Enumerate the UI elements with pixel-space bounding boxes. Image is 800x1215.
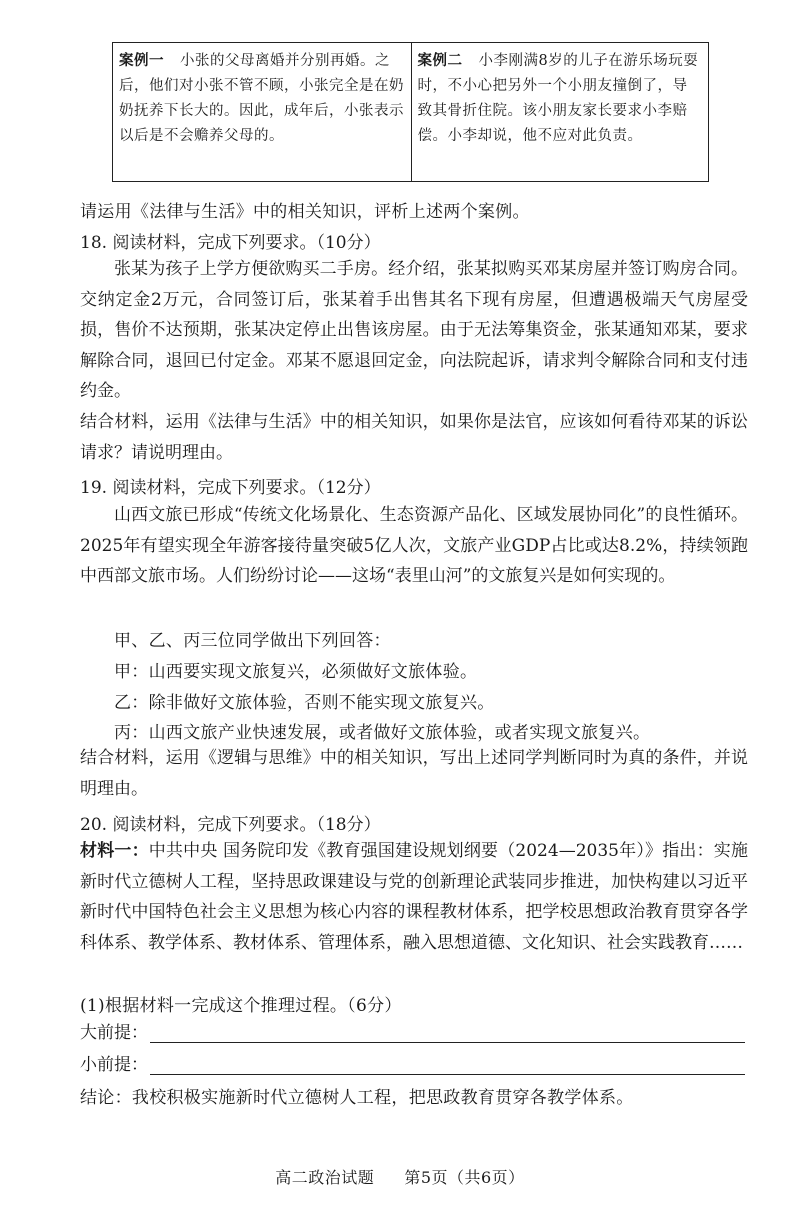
page-footer bbox=[0, 1165, 800, 1188]
q19-answer-yi: 乙：除非做好文旅体验，否则不能实现文旅复兴。 bbox=[114, 693, 495, 713]
q20-conclusion: 结论：我校积极实施新时代立德树人工程，把思政教育贯穿各教学体系。 bbox=[80, 1088, 634, 1108]
minor-premise-label: 小前提： bbox=[80, 1055, 148, 1075]
footer-subject: 高二政治试题 bbox=[275, 1168, 375, 1187]
case-one-cell bbox=[113, 43, 411, 181]
footer-page-number: 第5页（共6页） bbox=[404, 1168, 525, 1187]
major-premise-label: 大前提： bbox=[80, 1023, 148, 1043]
q20-material-text: 中共中央 国务院印发《教育强国建设规划纲要（2024—2035年）》指出：实施新时代立德树人工程，坚持思政课建设与党的创新理论武装同步推进，加快构建以习近平新时代中国特色社会主义思想为核心内容的课程教材体系，把学校思想政治教育贯穿各学科体系、教学体系、教材体系、管理体系，融入思想道德、文化知识、社会实践教育…… bbox=[80, 841, 749, 953]
q18-material: 张某为孩子上学方便欲购买二手房。经介绍，张某拟购买邓某房屋并签订购房合同。交纳定金2万元，合同签订后，张某着手出售其名下现有房屋，但遭遇极端天气房屋受损，售价不达预期，张某决定停止出售该房屋。由于无法筹集资金，张某通知邓某，要求解除合同，退回已付定金。邓某不愿退回定金，向法院起诉，请求判令解除合同和支付违约金。 bbox=[80, 259, 748, 402]
q19-answer-bing: 丙：山西文旅产业快速发展，或者做好文旅体验，或者实现文旅复兴。 bbox=[114, 723, 651, 743]
major-premise-row bbox=[80, 1018, 745, 1043]
case-prompt: 请运用《法律与生活》中的相关知识，评析上述两个案例。 bbox=[80, 202, 530, 222]
q18-question: 结合材料，运用《法律与生活》中的相关知识，如果你是法官，应该如何看待邓某的诉讼请求？请说明理由。 bbox=[80, 412, 748, 463]
q19-answer-jia: 甲：山西要实现文旅复兴，必须做好文旅体验。 bbox=[114, 662, 478, 682]
q19-intro: 甲、乙、丙三位同学做出下列回答： bbox=[114, 631, 391, 651]
q20-sub1: (1)根据材料一完成这个推理过程。（6分） bbox=[80, 996, 402, 1016]
major-premise-blank[interactable] bbox=[150, 1022, 745, 1043]
case-one-text: 小张的父母离婚并分别再婚。之后，他们对小张不管不顾，小张完全是在奶奶抚养下长大的。因此，成年后，小张表示以后是不会赡养父母的。 bbox=[119, 53, 404, 144]
q19-material: 山西文旅已形成“传统文化场景化、生态资源产品化、区域发展协同化”的良性循环。2025年有望实现全年游客接待量突破5亿人次，文旅产业GDP占比或达8.2%，持续领跑中西部文旅市场。人们纷纷讨论——这场“表里山河”的文旅复兴是如何实现的。 bbox=[80, 505, 748, 587]
minor-premise-blank[interactable] bbox=[150, 1054, 745, 1075]
q20-title: 20. 阅读材料，完成下列要求。（18分） bbox=[80, 815, 381, 835]
minor-premise-row bbox=[80, 1050, 745, 1075]
case-two-label: 案例二 bbox=[417, 53, 463, 69]
case-one-label: 案例一 bbox=[119, 53, 164, 69]
q20-material-label: 材料一： bbox=[80, 841, 149, 861]
q19-question: 结合材料，运用《逻辑与思维》中的相关知识，写出上述同学判断同时为真的条件，并说明理由。 bbox=[80, 748, 748, 799]
q20-material bbox=[80, 836, 748, 958]
q18-title: 18. 阅读材料，完成下列要求。（10分） bbox=[80, 233, 381, 253]
case-two-cell bbox=[411, 43, 709, 181]
case-two-text: 小李刚满8岁的儿子在游乐场玩耍时，不小心把另外一个小朋友撞倒了，导致其骨折住院。该小朋友家长要求小李赔偿。小李却说，他不应对此负责。 bbox=[417, 53, 699, 144]
case-table bbox=[112, 42, 709, 182]
q19-title: 19. 阅读材料，完成下列要求。（12分） bbox=[80, 478, 381, 498]
